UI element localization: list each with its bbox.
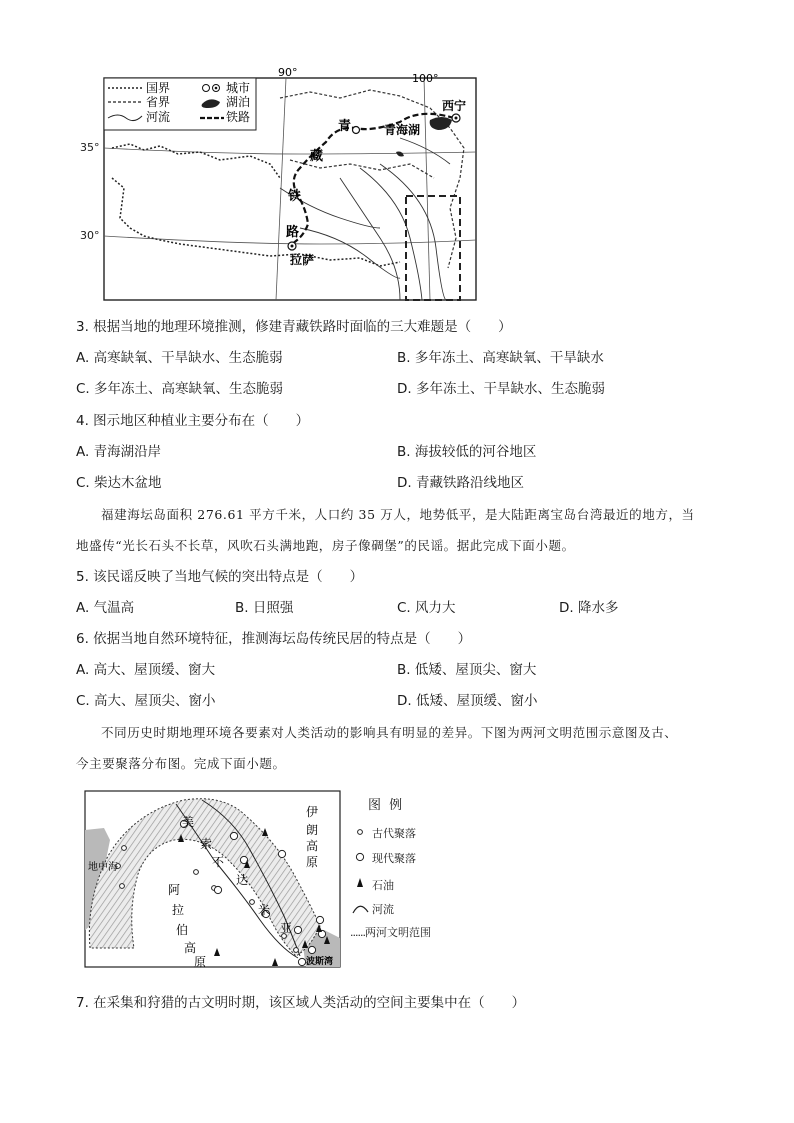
map2-legend-icons — [352, 820, 372, 940]
q3-stem: 3. 根据当地的地理环境推测，修建青藏铁路时面临的三大难题是（ ） — [76, 319, 512, 335]
ancient-settlement — [122, 846, 127, 851]
lon-100-label: 100° — [412, 72, 439, 85]
lhasa-label: 拉萨 — [290, 253, 315, 267]
arabian-plateau-char-3: 伯 — [176, 923, 189, 937]
lon-90-label: 90° — [278, 68, 298, 79]
arabian-plateau-char-2: 拉 — [172, 903, 185, 917]
iran-plateau-char-4: 原 — [306, 855, 319, 869]
legend-river-label: 河流 — [372, 903, 394, 916]
legend-lake-label: 湖泊 — [226, 95, 251, 109]
xining-city-dot — [455, 117, 458, 120]
q4-option-d[interactable]: D. 青藏铁路沿线地区 — [397, 475, 524, 491]
legend-oil-label: 石油 — [372, 879, 394, 892]
q4-option-c[interactable]: C. 柴达木盆地 — [76, 475, 162, 491]
q5-option-a[interactable]: A. 气温高 — [76, 600, 135, 616]
ancient-settlement — [294, 948, 299, 953]
legend-oil-icon — [357, 878, 363, 887]
passage1-line2: 地盛传“光长石头不长草，风吹石头满地跑，房子像碉堡”的民谣。据此完成下面小题。 — [76, 538, 575, 553]
legend-city-icon-dot — [215, 87, 218, 90]
mediterranean-label: 地中海 — [88, 862, 118, 873]
q6-option-d[interactable]: D. 低矮、屋顶缓、窗小 — [397, 693, 538, 709]
q5-option-d[interactable]: D. 降水多 — [559, 600, 619, 616]
lat-30-label: 30° — [80, 229, 100, 242]
ancient-settlement — [120, 884, 125, 889]
lat-35-label: 35° — [80, 141, 100, 154]
arabian-plateau-char-5: 原 — [194, 955, 207, 969]
modern-settlement — [316, 916, 323, 923]
iran-plateau-char-2: 朗 — [306, 823, 319, 837]
mesopotamia-char-2: 索 — [200, 837, 213, 851]
q4-option-a[interactable]: A. 青海湖沿岸 — [76, 444, 162, 460]
mesopotamia-char-1: 美 — [182, 815, 195, 829]
arabian-plateau-char-4: 高 — [184, 941, 197, 955]
qinghai-tibet-map — [100, 68, 480, 304]
legend-ancient-settlement-icon — [358, 830, 363, 835]
q3-option-d[interactable]: D. 多年冻土、干旱缺水、生态脆弱 — [397, 381, 605, 397]
qinghai-lake-label: 青海湖 — [384, 123, 421, 137]
mesopotamia-map — [84, 790, 342, 970]
modern-settlement — [214, 886, 221, 893]
railway-char-2: 藏 — [310, 149, 324, 164]
legend-railway-label: 铁路 — [226, 110, 251, 124]
lhasa-city-dot — [291, 245, 294, 248]
legend-modern-settlement-icon — [356, 853, 363, 860]
mesopotamia-char-3: 不 — [212, 855, 225, 869]
legend-range-text: 两河文明范围 — [364, 926, 431, 939]
persian-gulf-label: 波斯湾 — [306, 957, 334, 967]
q6-option-c[interactable]: C. 高大、屋顶尖、窗小 — [76, 693, 216, 709]
legend-ancient-settlement-label: 古代聚落 — [372, 827, 416, 840]
legend-range-label — [350, 924, 431, 940]
passage1-line1: 福建海坛岛面积 276.61 平方千米，人口约 35 万人，地势低平，是大陆距离宝岛台湾最近的地方，当 — [101, 507, 695, 522]
passage2-line2: 今主要聚落分布图。完成下面小题。 — [76, 756, 286, 771]
legend-river-icon — [353, 906, 368, 913]
legend-provincial-border-label: 省界 — [146, 95, 171, 109]
ancient-settlement — [250, 900, 255, 905]
q5-option-c[interactable]: C. 风力大 — [397, 600, 456, 616]
modern-settlement — [294, 926, 301, 933]
q4-option-b[interactable]: B. 海拔较低的河谷地区 — [397, 444, 537, 460]
q6-option-b[interactable]: B. 低矮、屋顶尖、窗大 — [397, 662, 537, 678]
iran-plateau-char-3: 高 — [306, 839, 319, 853]
modern-settlement — [230, 832, 237, 839]
map2-legend-title: 图 例 — [368, 798, 405, 813]
legend-modern-settlement-label: 现代聚落 — [372, 852, 416, 865]
golmud-city-icon — [353, 127, 360, 134]
q7-stem: 7. 在采集和狩猎的古文明时期，该区域人类活动的空间主要集中在（ ） — [76, 995, 526, 1011]
q6-option-a[interactable]: A. 高大、屋顶缓、窗大 — [76, 662, 216, 678]
legend-range-dots: ...... — [350, 926, 365, 939]
modern-settlement — [278, 850, 285, 857]
railway-char-1: 青 — [338, 119, 352, 134]
legend-river-label: 河流 — [146, 110, 171, 124]
railway-char-4: 路 — [286, 225, 300, 240]
q5-option-b[interactable]: B. 日照强 — [235, 600, 294, 616]
modern-settlement — [308, 946, 315, 953]
ancient-settlement — [194, 870, 199, 875]
iran-plateau-char-1: 伊 — [306, 805, 319, 819]
modern-settlement — [298, 958, 305, 965]
xining-label: 西宁 — [442, 99, 467, 113]
q3-option-a[interactable]: A. 高寒缺氧、干旱缺水、生态脆弱 — [76, 350, 283, 366]
legend-national-border-label: 国界 — [146, 81, 171, 95]
railway-char-3: 铁 — [288, 189, 302, 204]
mesopotamia-char-6: 亚 — [280, 921, 293, 935]
q3-option-c[interactable]: C. 多年冻土、高寒缺氧、生态脆弱 — [76, 381, 284, 397]
q5-stem: 5. 该民谣反映了当地气候的突出特点是（ ） — [76, 569, 364, 585]
arabian-plateau-char-1: 阿 — [168, 883, 181, 897]
q3-option-b[interactable]: B. 多年冻土、高寒缺氧、干旱缺水 — [397, 350, 604, 366]
legend-city-label: 城市 — [226, 81, 251, 95]
mesopotamia-char-4: 达 — [236, 873, 249, 887]
q4-stem: 4. 图示地区种植业主要分布在（ ） — [76, 413, 310, 429]
mesopotamia-char-5: 米 — [258, 903, 271, 917]
legend-city-icon-1 — [203, 85, 210, 92]
q6-stem: 6. 依据当地自然环境特征，推测海坛岛传统民居的特点是（ ） — [76, 631, 472, 647]
passage2-line1: 不同历史时期地理环境各要素对人类活动的影响具有明显的差异。下图为两河文明范围示意图及古、 — [101, 725, 678, 740]
